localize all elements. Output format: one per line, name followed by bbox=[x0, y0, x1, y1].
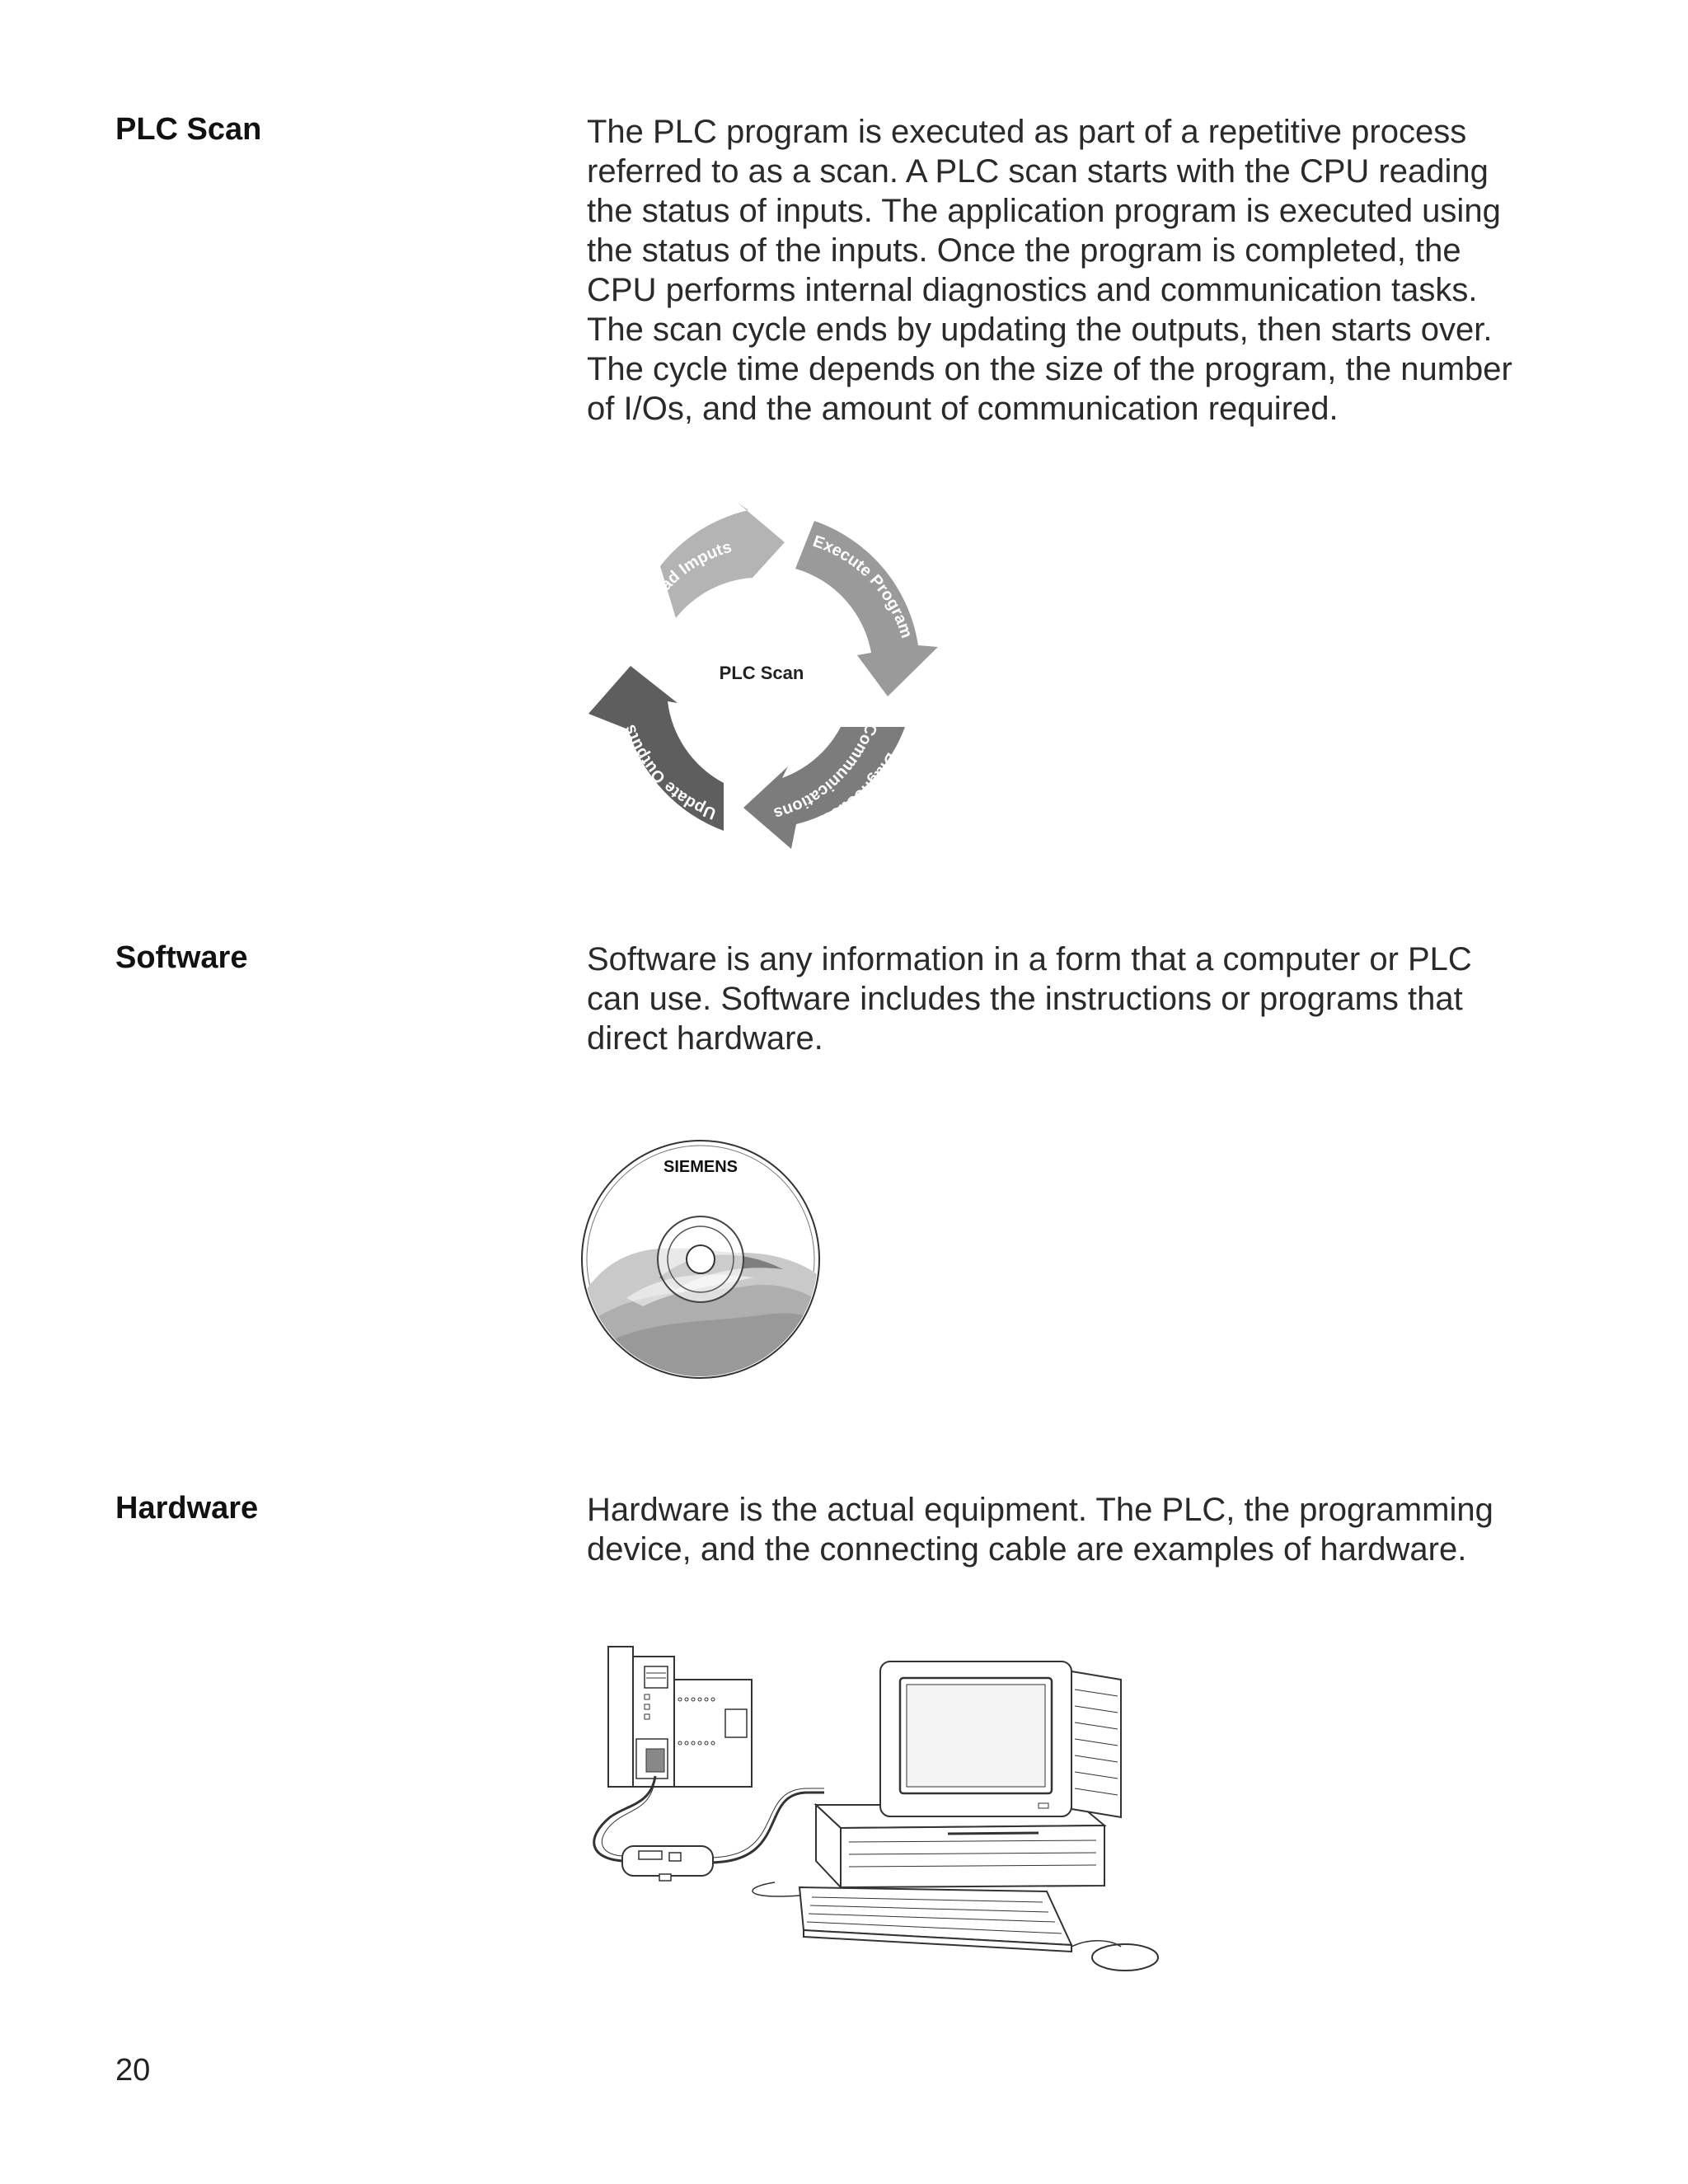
paragraph-hardware bbox=[587, 1490, 1535, 1569]
pc-adapter bbox=[622, 1846, 713, 1881]
text-line: can use. Software includes the instructions or programs that bbox=[587, 981, 1463, 1017]
text-line: referred to as a scan. A PLC scan starts with the CPU reading bbox=[587, 153, 1489, 190]
software-cd-illustration bbox=[577, 1129, 841, 1393]
heading-hardware: Hardware bbox=[115, 1491, 259, 1526]
text-line: device, and the connecting cable are examples of hardware. bbox=[587, 1531, 1467, 1568]
label-update-outputs: Update Outputs bbox=[621, 722, 719, 823]
label-read-inputs: Read Imputs bbox=[642, 537, 734, 611]
computer-monitor bbox=[880, 1661, 1121, 1817]
text-line: The cycle time depends on the size of the program, the number bbox=[587, 351, 1512, 387]
keyboard bbox=[799, 1887, 1071, 1952]
paragraph-plc-scan bbox=[587, 112, 1535, 429]
text-line: The scan cycle ends by updating the outputs, then starts over. bbox=[587, 312, 1493, 348]
label-communications: Communications bbox=[771, 720, 881, 823]
paragraph-software bbox=[587, 940, 1535, 1058]
hardware-illustration bbox=[577, 1640, 1187, 1986]
text-line: Hardware is the actual equipment. The PLC, the programming bbox=[587, 1492, 1493, 1528]
text-line: of I/Os, and the amount of communication required. bbox=[587, 391, 1339, 427]
text-line: the status of inputs. The application program is executed using bbox=[587, 193, 1501, 229]
text-line: the status of the inputs. Once the program is completed, the bbox=[587, 232, 1461, 269]
cd-brand-label: SIEMENS bbox=[663, 1158, 738, 1176]
label-diagnostics: Diagnostics/ bbox=[816, 749, 901, 831]
scan-center-label: PLC Scan bbox=[719, 663, 804, 683]
text-line: The PLC program is executed as part of a repetitive process bbox=[587, 114, 1467, 150]
plc-unit bbox=[608, 1647, 752, 1787]
page-number: 20 bbox=[115, 2053, 151, 2088]
text-line: direct hardware. bbox=[587, 1020, 823, 1057]
heading-software: Software bbox=[115, 940, 248, 975]
label-execute-program: Execute Program bbox=[810, 532, 916, 640]
text-line: CPU performs internal diagnostics and communication tasks. bbox=[587, 272, 1478, 308]
plc-scan-cycle-diagram bbox=[569, 486, 964, 874]
text-line: Software is any information in a form that a computer or PLC bbox=[587, 941, 1472, 977]
heading-plc-scan: PLC Scan bbox=[115, 112, 262, 147]
arrow-read-inputs bbox=[660, 503, 785, 618]
